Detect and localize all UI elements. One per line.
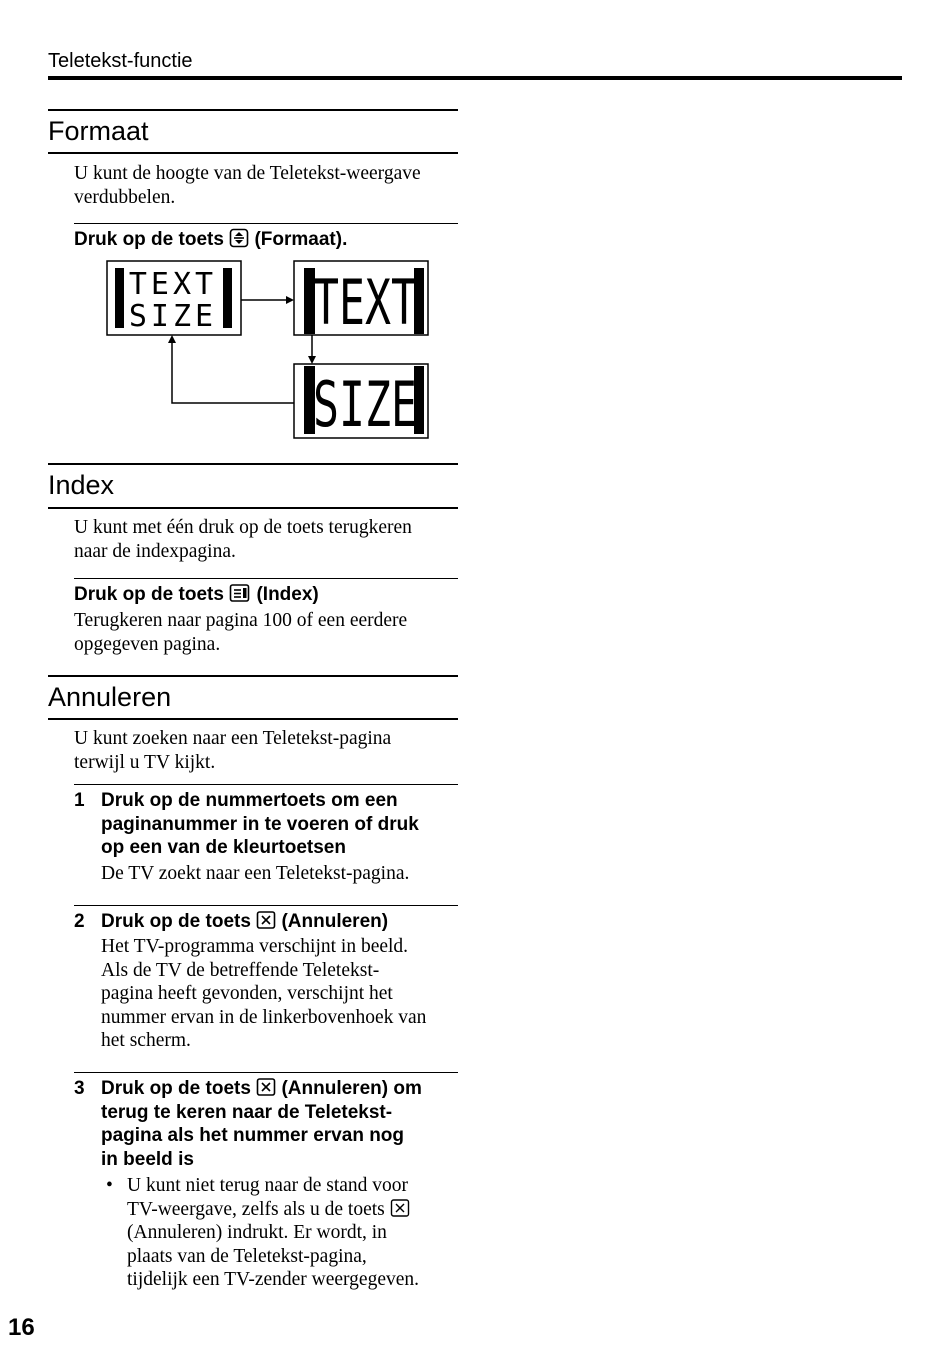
- desc-line: Het TV-programma verschijnt in beeld.: [101, 936, 409, 957]
- section-rule-top: [48, 109, 458, 111]
- step-2-title: [101, 910, 388, 934]
- section-rule-bottom: [48, 152, 458, 154]
- formaat-intro: [74, 162, 421, 209]
- step-title-line: Druk op de nummertoets om een: [101, 790, 398, 811]
- formaat-step: [74, 228, 347, 252]
- intro-line: U kunt zoeken naar een Teletekst-pagina: [74, 728, 392, 749]
- step-rule: [74, 784, 458, 785]
- step-3-note: [127, 1174, 419, 1292]
- index-icon: [229, 583, 251, 603]
- desc-line: Als de TV de betreffende Teletekst-: [101, 959, 380, 981]
- step-title-line: [101, 1077, 422, 1101]
- bullet-symbol: •: [106, 1175, 113, 1196]
- intro-line: U kunt met één druk op de toets terugkeren: [74, 517, 412, 538]
- intro-line: verdubbelen.: [74, 186, 176, 208]
- step-rule: [74, 905, 458, 906]
- step-suffix: (Annuleren) om: [281, 1078, 422, 1099]
- section-rule-bottom: [48, 507, 458, 509]
- note-line: tijdelijk een TV-zender weergegeven.: [127, 1269, 420, 1290]
- step-title-line: paginanummer in te voeren of druk: [101, 813, 419, 835]
- step-2-description: [101, 935, 426, 1053]
- section-rule-top: [48, 675, 458, 677]
- step-rule: [74, 1072, 458, 1073]
- step-suffix: (Index): [256, 584, 319, 605]
- header-rule: [48, 76, 902, 80]
- step-rule: [74, 578, 458, 579]
- note-line: [127, 1198, 419, 1222]
- section-title-formaat: Formaat: [48, 116, 149, 146]
- note-line: plaats van de Teletekst-pagina,: [127, 1245, 367, 1267]
- index-step: [74, 583, 319, 607]
- section-rule-bottom: [48, 718, 458, 720]
- diagram-bottom-half-text: SIZE: [313, 368, 417, 441]
- page-number: 16: [8, 1314, 35, 1341]
- step-3-title: [101, 1077, 422, 1171]
- cancel-icon: [256, 910, 276, 930]
- note-line: (Annuleren) indrukt. Er wordt, in: [127, 1222, 387, 1243]
- step-title-line: terug te keren naar de Teletekst-: [101, 1101, 393, 1123]
- section-title-annuleren: Annuleren: [48, 682, 172, 712]
- step-1-title: [101, 789, 419, 860]
- section-title-index: Index: [48, 470, 115, 500]
- text-size-diagram: [100, 256, 440, 451]
- desc-line: De TV zoekt naar een Teletekst-pagina.: [101, 863, 410, 884]
- diagram-normal-text-line2: SIZE: [128, 299, 218, 334]
- text-size-icon: [229, 228, 249, 248]
- step-prefix: Druk op de toets: [101, 911, 251, 932]
- step-title-line: op een van de kleurtoetsen: [101, 837, 346, 858]
- step-prefix: Druk op de toets: [74, 584, 224, 605]
- cancel-icon: [390, 1198, 410, 1218]
- intro-line: naar de indexpagina.: [74, 540, 236, 562]
- diagram-top-half-text: TEXT: [313, 266, 417, 339]
- intro-line: terwijl u TV kijkt.: [74, 751, 216, 773]
- desc-line: opgegeven pagina.: [74, 633, 221, 655]
- step-prefix: Druk op de toets: [74, 229, 224, 250]
- step-rule: [74, 223, 458, 224]
- step-number: 2: [74, 911, 85, 932]
- step-number: 3: [74, 1078, 85, 1099]
- step-suffix: (Annuleren): [281, 911, 389, 932]
- note-line: U kunt niet terug naar de stand voor: [127, 1175, 409, 1196]
- step-1-description: [101, 862, 409, 886]
- index-intro: [74, 516, 412, 563]
- desc-line: Terugkeren naar pagina 100 of een eerdere: [74, 610, 408, 631]
- step-title-line: in beeld is: [101, 1148, 194, 1170]
- section-header-label: Teletekst-functie: [48, 50, 193, 72]
- section-rule-top: [48, 463, 458, 465]
- step-suffix: (Formaat).: [254, 229, 348, 250]
- index-step-description: [74, 609, 407, 656]
- cancel-icon: [256, 1077, 276, 1097]
- step-title-line: pagina als het nummer ervan nog: [101, 1125, 405, 1146]
- desc-line: pagina heeft gevonden, verschijnt het: [101, 983, 393, 1004]
- desc-line: het scherm.: [101, 1030, 191, 1051]
- annuleren-intro: [74, 727, 391, 774]
- desc-line: nummer ervan in de linkerbovenhoek van: [101, 1006, 427, 1028]
- step-number: 1: [74, 790, 85, 811]
- step-prefix: Druk op de toets: [101, 1078, 251, 1099]
- intro-line: U kunt de hoogte van de Teletekst-weergave: [74, 163, 421, 184]
- diagram-normal-text-line1: TEXT: [128, 267, 218, 302]
- note-prefix: TV-weergave, zelfs als u de toets: [127, 1198, 385, 1220]
